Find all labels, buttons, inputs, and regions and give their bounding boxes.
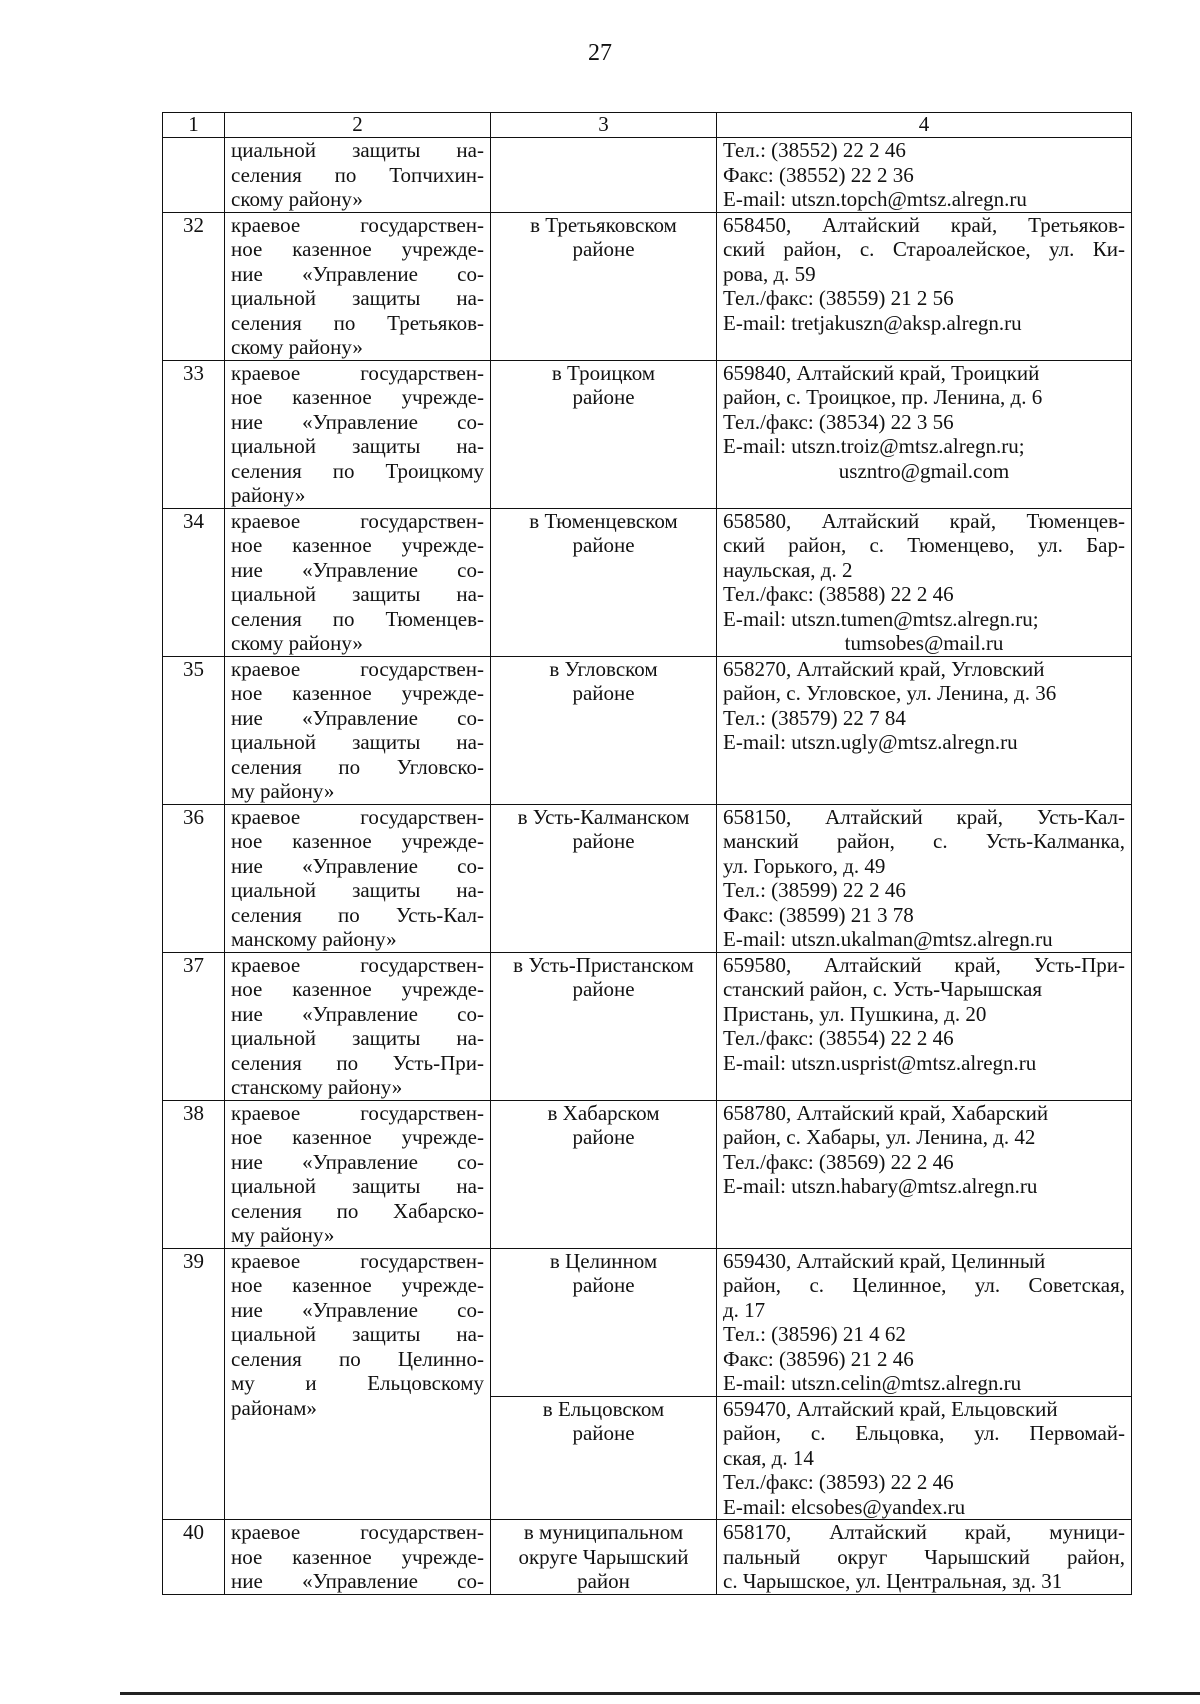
organization-name-line: ние «Управление со- bbox=[231, 261, 484, 286]
table-row bbox=[163, 804, 1132, 952]
service-area-line: в Хабарском bbox=[547, 1100, 660, 1125]
service-area bbox=[491, 1248, 717, 1396]
organization-name bbox=[225, 212, 491, 360]
service-area-line: районе bbox=[572, 829, 635, 853]
contact-info-line: E-mail: utszn.habary@mtsz.alregn.ru bbox=[723, 1174, 1038, 1198]
contact-info-line: E-mail: utszn.ugly@mtsz.alregn.ru bbox=[723, 730, 1018, 754]
service-area-line: районе bbox=[572, 1125, 635, 1149]
contact-info-line: Тел.: (38599) 22 2 46 bbox=[723, 878, 906, 902]
organization-name-line: селения по Тюменцев- bbox=[231, 606, 484, 631]
organization-name-line: ное казенное учрежде- bbox=[231, 1544, 484, 1569]
organization-name-line: циальной защиты на- bbox=[231, 730, 484, 754]
row-number: 35 bbox=[163, 656, 225, 804]
row-number: 40 bbox=[163, 1520, 225, 1595]
service-area-line: районе bbox=[572, 681, 635, 705]
contact-info-line: Тел.: (38579) 22 7 84 bbox=[723, 705, 906, 730]
organization-name bbox=[225, 360, 491, 508]
organization-name-line: краевое государствен- bbox=[231, 1248, 484, 1273]
contact-info bbox=[717, 1100, 1132, 1248]
organization-name-line: ное казенное учрежде- bbox=[231, 533, 484, 557]
table-row bbox=[163, 1100, 1132, 1248]
table-row bbox=[163, 1520, 1132, 1595]
service-area bbox=[491, 1520, 717, 1595]
organization-name-line: селения по Третьяков- bbox=[231, 310, 484, 335]
contact-info-line: ская, д. 14 bbox=[723, 1445, 814, 1470]
table-row bbox=[163, 138, 1132, 213]
organization-name-line: циальной защиты на- bbox=[231, 1174, 484, 1198]
contact-info bbox=[717, 952, 1132, 1100]
contact-info-line: 658270, Алтайский край, Угловский bbox=[723, 656, 1045, 681]
organization-name-line: циальной защиты на- bbox=[231, 582, 484, 606]
contact-info-line: 658580, Алтайский край, Тюменцев- bbox=[723, 508, 1125, 533]
organization-name-line: ние «Управление со- bbox=[231, 853, 484, 878]
organization-name-line: му району» bbox=[231, 779, 335, 803]
contact-info bbox=[717, 508, 1132, 656]
contact-info-line: E-mail: utszn.tumen@mtsz.alregn.ru; bbox=[723, 606, 1039, 631]
organization-name bbox=[225, 952, 491, 1100]
contact-info bbox=[717, 1248, 1132, 1396]
service-area-line: округе Чарышский bbox=[518, 1544, 689, 1569]
service-area-line: районе bbox=[572, 385, 635, 409]
contact-info-line: 659430, Алтайский край, Целинный bbox=[723, 1248, 1046, 1273]
contact-info bbox=[717, 138, 1132, 213]
contact-info-line: рова, д. 59 bbox=[723, 261, 816, 286]
column-header-1: 1 bbox=[163, 113, 225, 138]
column-header-4: 4 bbox=[717, 113, 1132, 138]
column-header-2: 2 bbox=[225, 113, 491, 138]
organization-name-line: ное казенное учрежде- bbox=[231, 1273, 484, 1297]
contact-info-line: E-mail: utszn.celin@mtsz.alregn.ru bbox=[723, 1371, 1022, 1395]
contact-info-line: E-mail: tretjakuszn@aksp.alregn.ru bbox=[723, 310, 1022, 335]
organization-name-line: ное казенное учрежде- bbox=[231, 977, 484, 1001]
organization-name-line: краевое государствен- bbox=[231, 1520, 484, 1544]
organization-name-line: селения по Угловско- bbox=[231, 754, 484, 779]
contact-info-line: E-mail: utszn.topch@mtsz.alregn.ru bbox=[723, 187, 1027, 211]
contact-info-line: район, с. Целинное, ул. Советская, bbox=[723, 1273, 1125, 1297]
service-area bbox=[491, 508, 717, 656]
organization-name-line: ние «Управление со- bbox=[231, 705, 484, 730]
contact-info-line: д. 17 bbox=[723, 1297, 766, 1322]
row-number: 38 bbox=[163, 1100, 225, 1248]
service-area-line: в Третьяковском bbox=[530, 212, 677, 237]
organization-name-line: районам» bbox=[231, 1395, 317, 1420]
contact-info-line: Факс: (38599) 21 3 78 bbox=[723, 902, 914, 927]
organization-name-line: району» bbox=[231, 483, 306, 507]
contact-info-line: uszntro@gmail.com bbox=[838, 458, 1010, 483]
contact-info-line: Тел./факс: (38569) 22 2 46 bbox=[723, 1149, 954, 1174]
contact-info-line: 659580, Алтайский край, Усть-При- bbox=[723, 952, 1125, 977]
contact-info bbox=[717, 656, 1132, 804]
organization-name-line: краевое государствен- bbox=[231, 1100, 484, 1125]
contact-info-line: манский район, с. Усть-Калманка, bbox=[723, 829, 1125, 853]
table-row bbox=[163, 360, 1132, 508]
contact-info-line: Тел./факс: (38593) 22 2 46 bbox=[723, 1470, 954, 1494]
organization-name-line: циальной защиты на- bbox=[231, 878, 484, 902]
organization-name-line: краевое государствен- bbox=[231, 656, 484, 681]
service-area bbox=[491, 1100, 717, 1248]
contact-info-line: Тел.: (38552) 22 2 46 bbox=[723, 138, 906, 162]
organization-name-line: му району» bbox=[231, 1223, 335, 1247]
contact-info-line: 659470, Алтайский край, Ельцовский bbox=[723, 1396, 1058, 1421]
contact-info-line: ский район, с. Староалейское, ул. Ки- bbox=[723, 237, 1125, 261]
organization-name-line: ное казенное учрежде- bbox=[231, 385, 484, 409]
service-area-line: районе bbox=[572, 1421, 635, 1445]
service-area bbox=[491, 360, 717, 508]
organization-name-line: циальной защиты на- bbox=[231, 286, 484, 310]
contact-info-line: Тел./факс: (38554) 22 2 46 bbox=[723, 1026, 954, 1050]
contact-info bbox=[717, 212, 1132, 360]
organization-name-line: ние «Управление со- bbox=[231, 1149, 484, 1174]
organization-name-line: селения по Усть-Кал- bbox=[231, 902, 484, 927]
organization-name-line: циальной защиты на- bbox=[231, 434, 484, 458]
row-number: 37 bbox=[163, 952, 225, 1100]
column-header-3: 3 bbox=[491, 113, 717, 138]
service-area bbox=[491, 212, 717, 360]
service-area-line: районе bbox=[572, 1273, 635, 1297]
table-header-row bbox=[163, 113, 1132, 138]
row-number: 39 bbox=[163, 1248, 225, 1520]
organization-name-line: ние «Управление со- bbox=[231, 1297, 484, 1322]
contact-info-line: E-mail: utszn.ukalman@mtsz.alregn.ru bbox=[723, 927, 1053, 951]
contact-info-line: Тел.: (38596) 21 4 62 bbox=[723, 1322, 906, 1346]
contact-info-line: с. Чарышское, ул. Центральная, зд. 31 bbox=[723, 1569, 1063, 1593]
contact-info-line: E-mail: utszn.troiz@mtsz.alregn.ru; bbox=[723, 434, 1025, 458]
contact-info-line: район, с. Угловское, ул. Ленина, д. 36 bbox=[723, 681, 1057, 705]
organization-name-line: краевое государствен- bbox=[231, 952, 484, 977]
organization-name-line: селения по Усть-При- bbox=[231, 1050, 484, 1075]
contact-info-line: район, с. Хабары, ул. Ленина, д. 42 bbox=[723, 1125, 1036, 1149]
table-row bbox=[163, 212, 1132, 360]
contact-info-line: 658150, Алтайский край, Усть-Кал- bbox=[723, 804, 1125, 829]
organization-name-line: краевое государствен- bbox=[231, 212, 484, 237]
organization-name-line: селения по Троицкому bbox=[231, 458, 484, 483]
service-area-line: в Угловском bbox=[549, 656, 658, 681]
contact-info bbox=[717, 1396, 1132, 1520]
organization-name-line: станскому району» bbox=[231, 1075, 403, 1099]
service-area-line: в Целинном bbox=[549, 1248, 658, 1273]
contact-info-line: район, с. Троицкое, пр. Ленина, д. 6 bbox=[723, 385, 1043, 409]
organization-name-line: ние «Управление со- bbox=[231, 409, 484, 434]
organization-name-line: краевое государствен- bbox=[231, 804, 484, 829]
organization-name-line: скому району» bbox=[231, 187, 363, 211]
organization-name bbox=[225, 1100, 491, 1248]
contact-info-line: E-mail: elcsobes@yandex.ru bbox=[723, 1494, 966, 1519]
contact-info-line: ул. Горького, д. 49 bbox=[723, 853, 886, 878]
service-area-line: район bbox=[577, 1569, 630, 1593]
table-row bbox=[163, 1248, 1132, 1396]
organization-name bbox=[225, 508, 491, 656]
page-number: 27 bbox=[588, 40, 612, 66]
organization-name bbox=[225, 804, 491, 952]
organization-name bbox=[225, 1248, 491, 1520]
contact-info-line: Пристань, ул. Пушкина, д. 20 bbox=[723, 1001, 987, 1026]
service-area-line: в Тюменцевском bbox=[529, 508, 678, 533]
contact-info bbox=[717, 1520, 1132, 1595]
organization-name-line: селения по Целинно- bbox=[231, 1346, 484, 1371]
organization-name-line: му и Ельцовскому bbox=[231, 1371, 484, 1395]
contact-info bbox=[717, 360, 1132, 508]
organization-name-line: ние «Управление со- bbox=[231, 1569, 484, 1593]
organization-name-line: циальной защиты на- bbox=[231, 138, 484, 162]
service-area-line: в муниципальном bbox=[523, 1520, 684, 1544]
contact-info-line: 658780, Алтайский край, Хабарский bbox=[723, 1100, 1049, 1125]
service-area bbox=[491, 1396, 717, 1520]
organization-name-line: ние «Управление со- bbox=[231, 1001, 484, 1026]
organization-name-line: скому району» bbox=[231, 631, 363, 655]
contact-info-line: Факс: (38552) 22 2 36 bbox=[723, 162, 914, 187]
organization-name-line: ное казенное учрежде- bbox=[231, 1125, 484, 1149]
service-area-line: в Усть-Калманском bbox=[517, 804, 690, 829]
service-area-line: районе bbox=[572, 533, 635, 557]
contact-info-line: Тел./факс: (38588) 22 2 46 bbox=[723, 582, 954, 606]
organization-name-line: манскому району» bbox=[231, 927, 397, 951]
organization-name-line: ное казенное учрежде- bbox=[231, 681, 484, 705]
service-area bbox=[491, 138, 717, 213]
row-number: 36 bbox=[163, 804, 225, 952]
contact-info-line: станский район, с. Усть-Чарышская bbox=[723, 977, 1043, 1001]
service-area-line: в Усть-Пристанском bbox=[513, 952, 694, 977]
contact-info-line: 658170, Алтайский край, муници- bbox=[723, 1520, 1125, 1544]
contact-info-line: Тел./факс: (38534) 22 3 56 bbox=[723, 409, 954, 434]
table-row bbox=[163, 508, 1132, 656]
organization-name-line: циальной защиты на- bbox=[231, 1026, 484, 1050]
organization-name-line: ное казенное учрежде- bbox=[231, 829, 484, 853]
contact-info-line: tumsobes@mail.ru bbox=[844, 631, 1004, 655]
row-number: 32 bbox=[163, 212, 225, 360]
organization-name bbox=[225, 1520, 491, 1595]
table-row bbox=[163, 952, 1132, 1100]
service-area-line: в Троицком bbox=[551, 360, 656, 385]
contact-info bbox=[717, 804, 1132, 952]
service-area bbox=[491, 952, 717, 1100]
contact-info-line: наульская, д. 2 bbox=[723, 557, 853, 582]
organization-name bbox=[225, 656, 491, 804]
organization-name-line: селения по Топчихин- bbox=[231, 162, 484, 187]
table-row bbox=[163, 656, 1132, 804]
contact-info-line: ский район, с. Тюменцево, ул. Бар- bbox=[723, 533, 1125, 557]
organization-name-line: ное казенное учрежде- bbox=[231, 237, 484, 261]
organization-name-line: краевое государствен- bbox=[231, 360, 484, 385]
row-number: 34 bbox=[163, 508, 225, 656]
service-area-line: в Ельцовском bbox=[542, 1396, 665, 1421]
service-area-line: районе bbox=[572, 977, 635, 1001]
row-number: 33 bbox=[163, 360, 225, 508]
bottom-scan-rule bbox=[120, 1692, 1200, 1695]
contact-info-line: 658450, Алтайский край, Третьяков- bbox=[723, 212, 1125, 237]
contact-info-line: 659840, Алтайский край, Троицкий bbox=[723, 360, 1040, 385]
row-number bbox=[163, 138, 225, 213]
contact-info-line: район, с. Ельцовка, ул. Первомай- bbox=[723, 1421, 1125, 1445]
organization-name-line: краевое государствен- bbox=[231, 508, 484, 533]
contact-info-line: Тел./факс: (38559) 21 2 56 bbox=[723, 286, 954, 310]
service-area bbox=[491, 656, 717, 804]
social-protection-offices-table bbox=[162, 112, 1132, 1595]
service-area-line: районе bbox=[572, 237, 635, 261]
organization-name-line: селения по Хабарско- bbox=[231, 1198, 484, 1223]
service-area bbox=[491, 804, 717, 952]
organization-name-line: скому району» bbox=[231, 335, 363, 359]
organization-name-line: ние «Управление со- bbox=[231, 557, 484, 582]
contact-info-line: Факс: (38596) 21 2 46 bbox=[723, 1346, 914, 1371]
contact-info-line: E-mail: utszn.usprist@mtsz.alregn.ru bbox=[723, 1050, 1037, 1075]
organization-name-line: циальной защиты на- bbox=[231, 1322, 484, 1346]
contact-info-line: пальный округ Чарышский район, bbox=[723, 1544, 1125, 1569]
organization-name bbox=[225, 138, 491, 213]
